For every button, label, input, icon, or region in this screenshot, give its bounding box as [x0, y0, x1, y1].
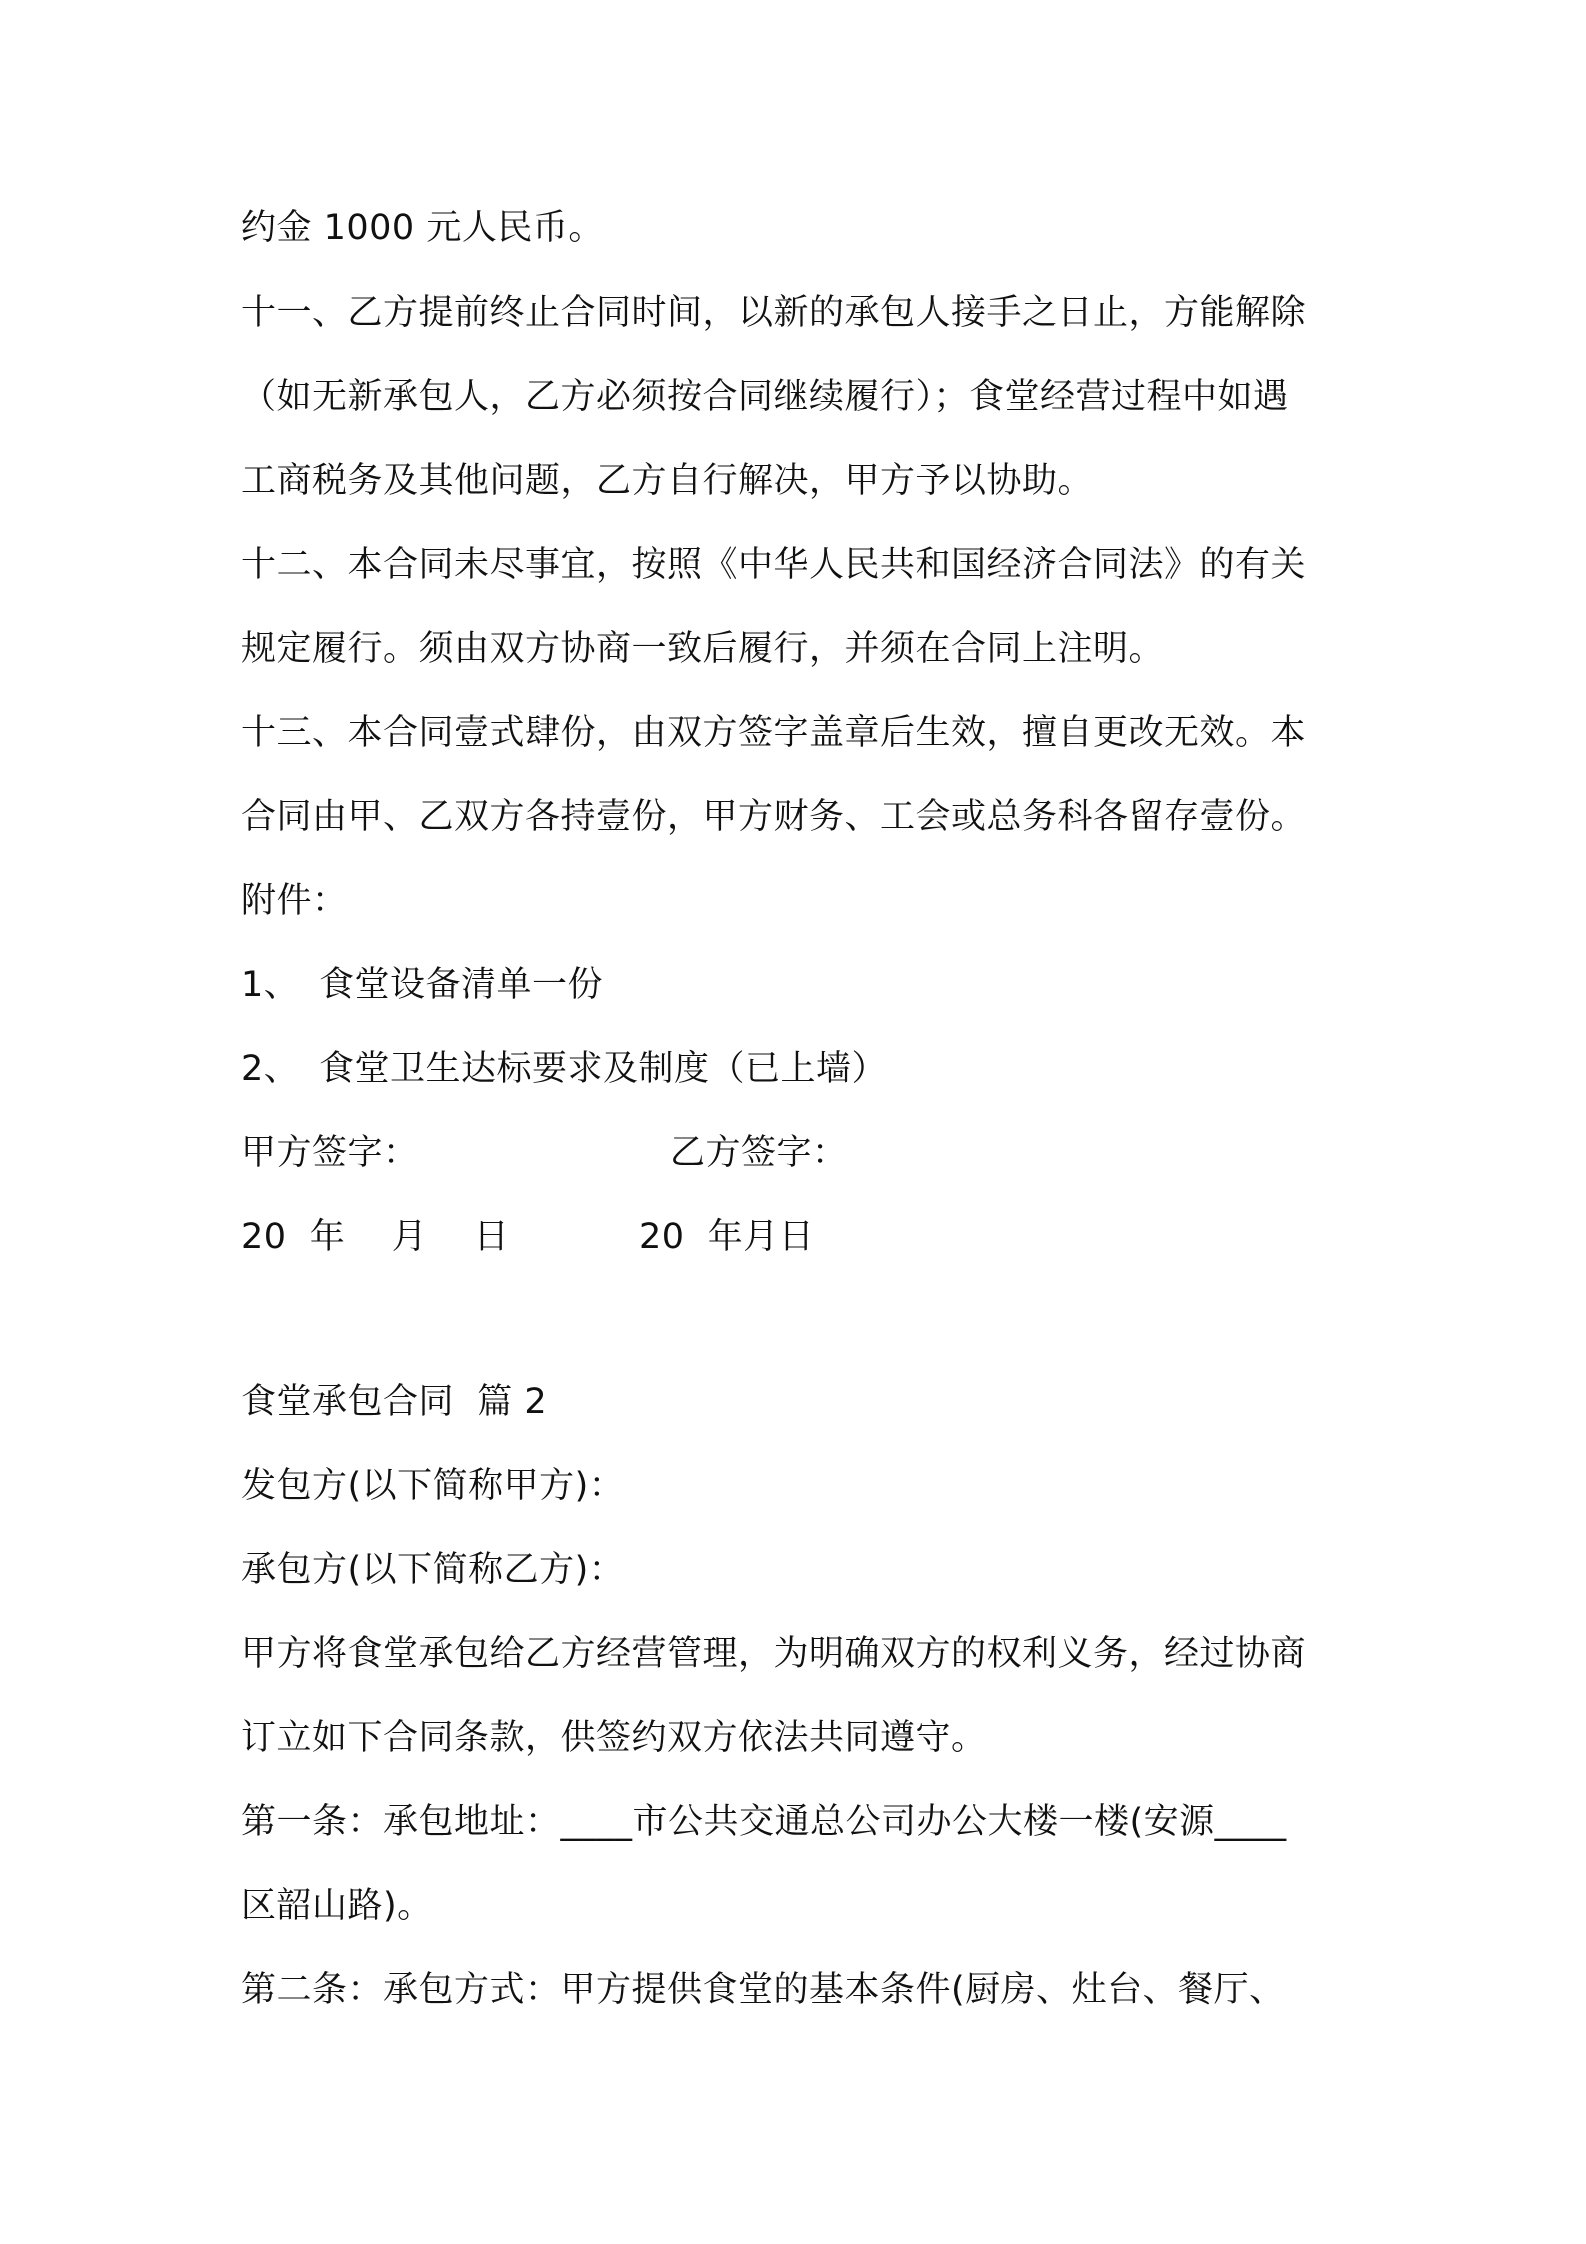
date-row [241, 1207, 1241, 1267]
clause-12-line-2: 规定履行。须由双方协商一致后履行，并须在合同上注明。 [241, 629, 1165, 669]
clause-13-line-2: 合同由甲、乙双方各持壹份，甲方财务、工会或总务科各留存壹份。 [241, 797, 1307, 837]
section-title: 食堂承包合同 篇 2 [241, 1382, 548, 1422]
attachment-text: 食堂设备清单一份 [319, 965, 604, 1005]
attachment-number: 2、 [241, 1049, 300, 1089]
clause-11-line-3: 工商税务及其他问题，乙方自行解决，甲方予以协助。 [241, 461, 1094, 501]
issuer-line: 发包方(以下简称甲方)： [241, 1466, 625, 1506]
party-b-signature-label: 乙方签字： [670, 1133, 848, 1173]
article-2-line-1: 第二条：承包方式：甲方提供食堂的基本条件(厨房、灶台、餐厅、 [241, 1970, 1285, 2010]
contractor-line: 承包方(以下简称乙方)： [241, 1550, 625, 1590]
clause-11-line-2: （如无新承包人，乙方必须按合同继续履行）；食堂经营过程中如遇 [241, 377, 1289, 417]
intro-line-1: 甲方将食堂承包给乙方经营管理，为明确双方的权利义务，经过协商 [241, 1634, 1307, 1674]
text-line: 约金 1000 元人民币。 [241, 208, 604, 248]
attachment-text: 食堂卫生达标要求及制度（已上墙） [319, 1049, 888, 1089]
party-b-date: 20 年月日 [639, 1217, 815, 1257]
intro-line-2: 订立如下合同条款，供签约双方依法共同遵守。 [241, 1718, 987, 1758]
signature-row [241, 1123, 1241, 1183]
party-a-signature-label: 甲方签字： [241, 1133, 419, 1173]
party-a-date: 20 年 月 日 [241, 1217, 510, 1257]
attachments-label: 附件： [241, 881, 348, 921]
clause-13-line-1: 十三、本合同壹式肆份，由双方签字盖章后生效，擅自更改无效。本 [241, 713, 1307, 753]
clause-12-line-1: 十二、本合同未尽事宜，按照《中华人民共和国经济合同法》的有关 [241, 545, 1307, 585]
article-1-line-1: 第一条：承包地址：____市公共交通总公司办公大楼一楼(安源____ [241, 1802, 1287, 1842]
article-1-line-2: 区韶山路)。 [241, 1886, 433, 1926]
clause-11-line-1: 十一、乙方提前终止合同时间，以新的承包人接手之日止，方能解除 [241, 293, 1307, 333]
attachment-number: 1、 [241, 965, 300, 1005]
